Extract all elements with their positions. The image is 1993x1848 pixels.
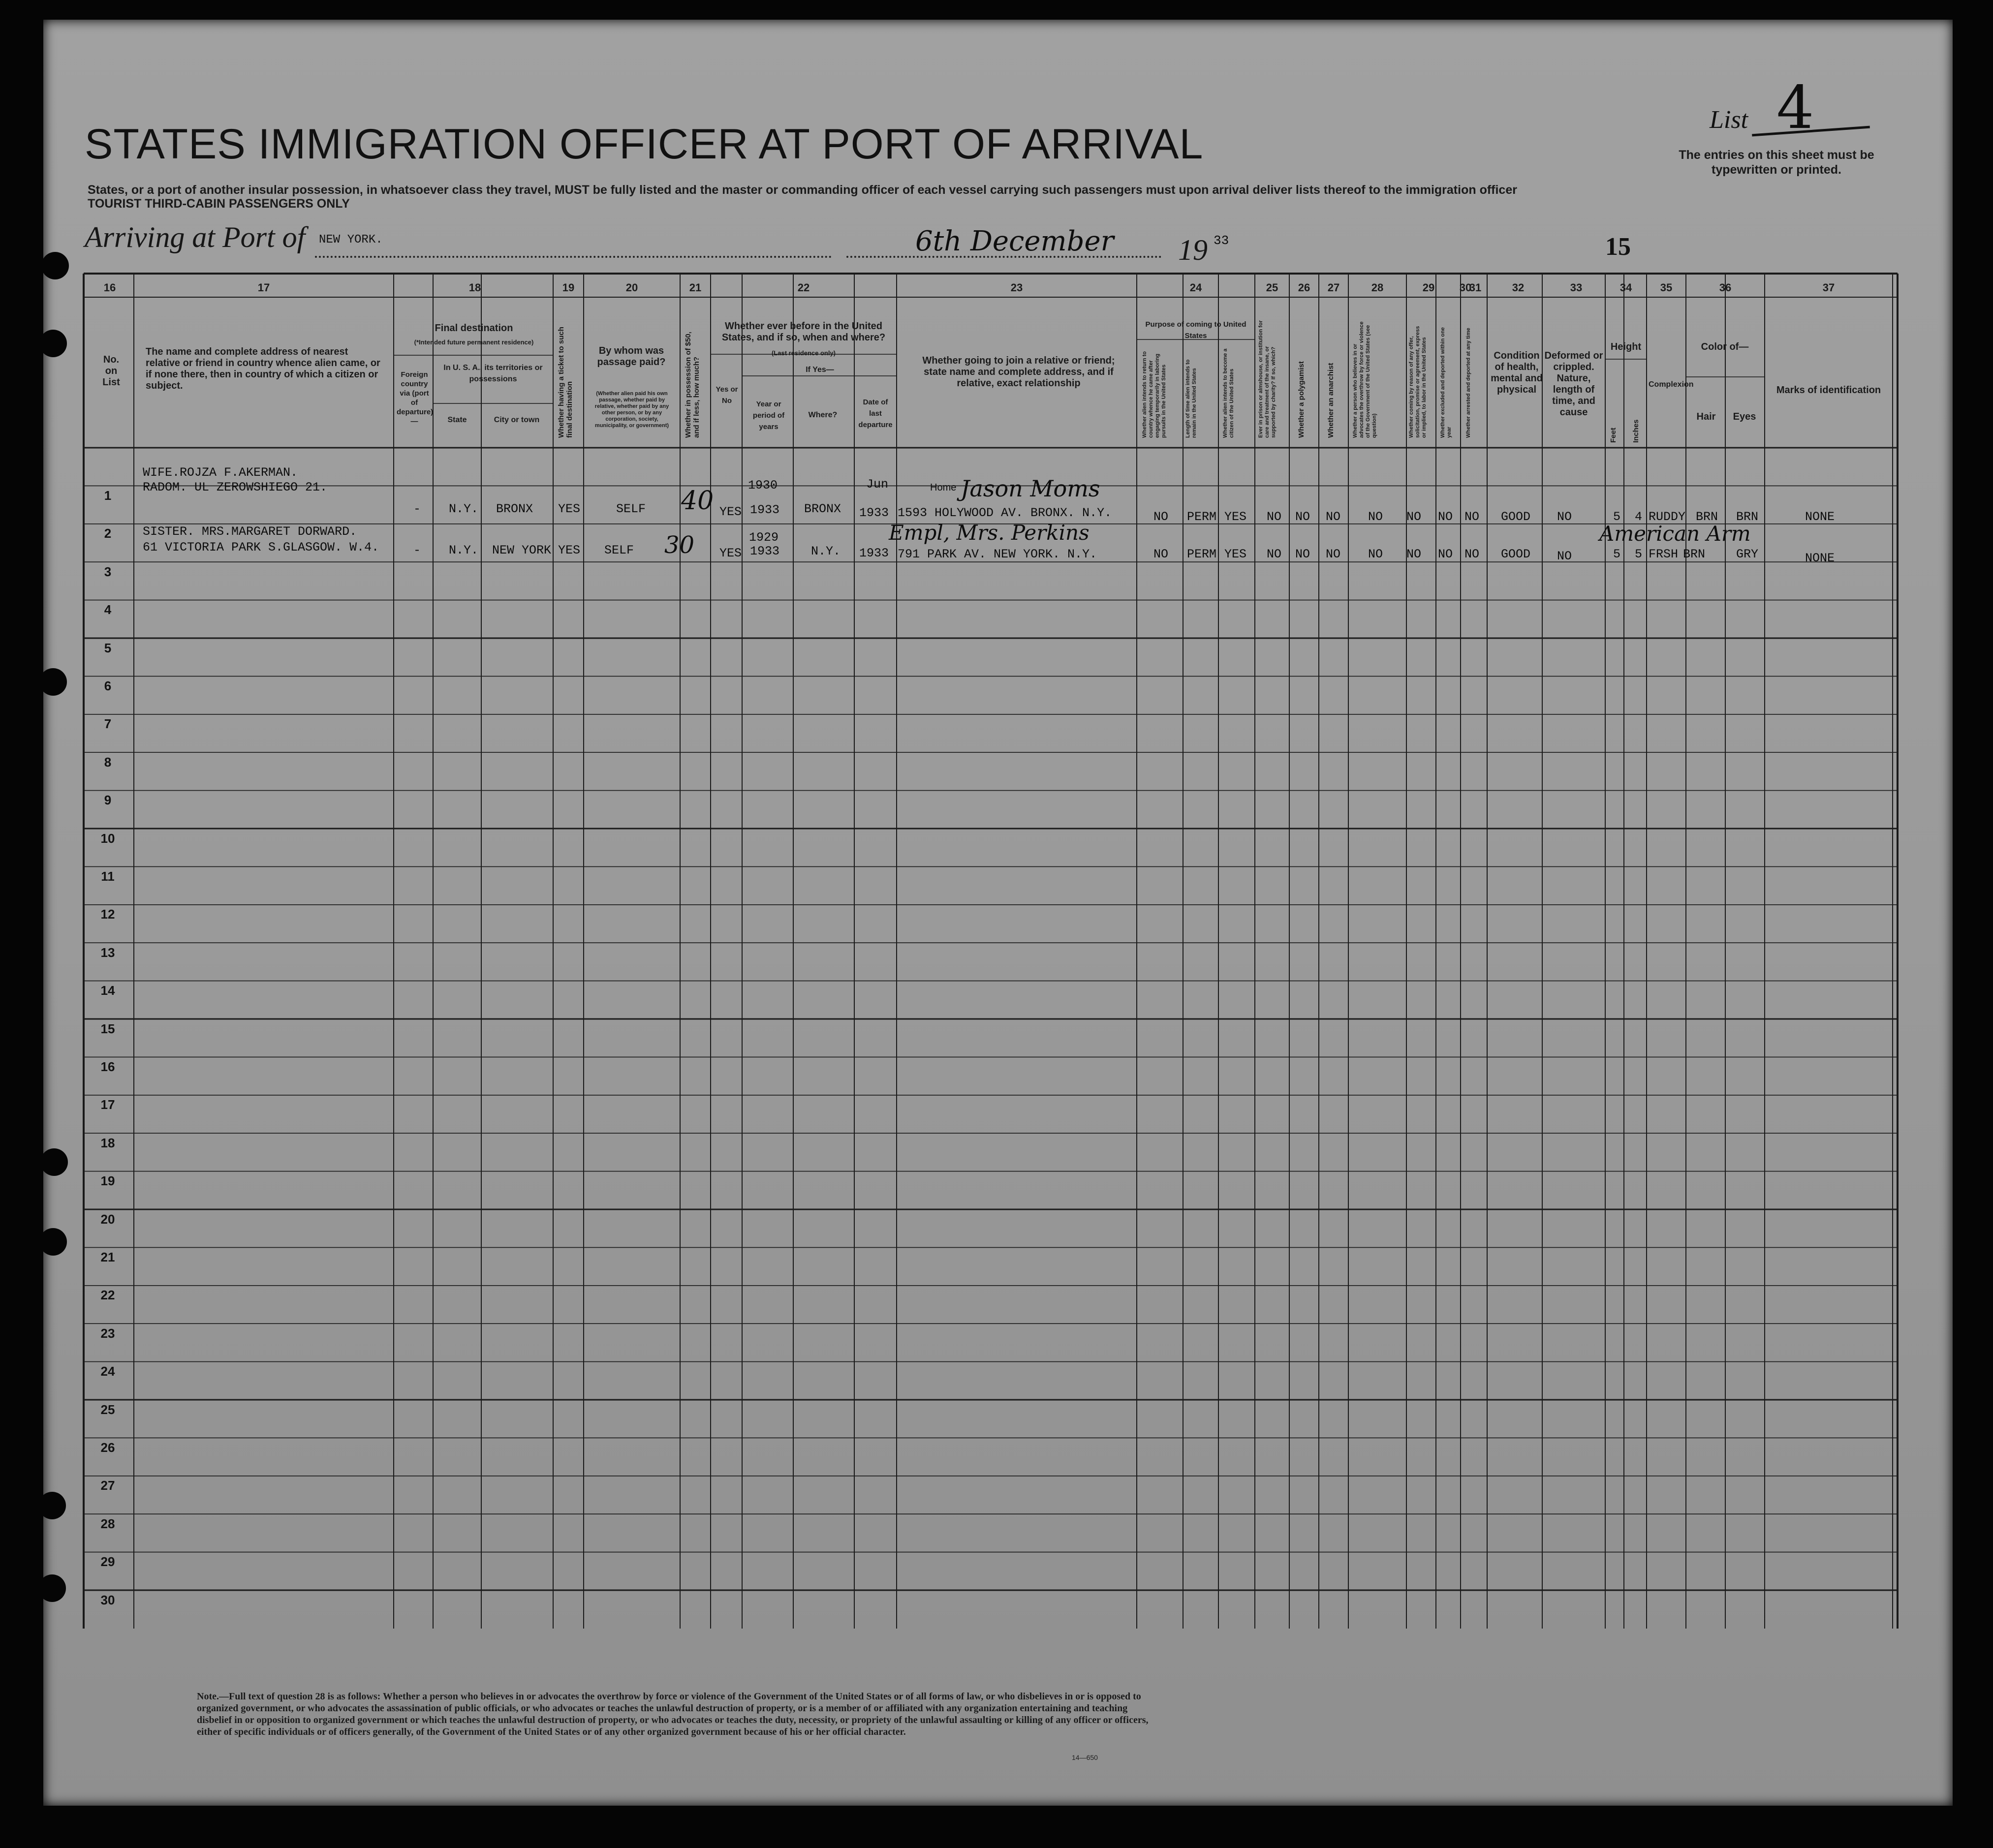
- row1-deported: NO: [1464, 510, 1480, 524]
- col-num-31: 31: [1469, 281, 1482, 294]
- row2-city: NEW YORK: [492, 543, 552, 557]
- page-title: STATES IMMIGRATION OFFICER AT PORT OF ARRIVAL: [85, 121, 1204, 168]
- hdr-years: Year or period of years: [752, 400, 785, 431]
- row-number: 19: [100, 1173, 115, 1189]
- row1-inches: 4: [1635, 510, 1643, 524]
- col-num-34: 34: [1619, 281, 1632, 294]
- hdr-last-departure: Date of last departure: [858, 398, 893, 429]
- row2-before-us: YES: [719, 546, 742, 560]
- row2-labor-offer: NO: [1406, 547, 1422, 561]
- hdr-complexion: Complexion: [1649, 380, 1694, 389]
- hdr-health: Condition of health, mental and physical: [1491, 350, 1543, 395]
- subtitle-line-2: TOURIST THIRD-CABIN PASSENGERS ONLY: [88, 197, 350, 211]
- col-num-35: 35: [1660, 281, 1673, 294]
- port-value: NEW YORK.: [319, 233, 383, 246]
- row2-where: N.Y.: [811, 544, 841, 558]
- row-number: 3: [104, 564, 112, 579]
- hdr-anarchist: Whether an anarchist: [1327, 363, 1335, 438]
- row2-state: N.Y.: [449, 543, 479, 557]
- col-num-18: 18: [468, 281, 481, 294]
- row-number: 27: [100, 1478, 115, 1493]
- year-prefix: 19: [1178, 234, 1208, 266]
- sheet-number: 15: [1605, 233, 1631, 261]
- row2-years-top: 1929: [749, 530, 779, 545]
- col-num-26: 26: [1298, 281, 1310, 294]
- row-number: 17: [100, 1097, 115, 1112]
- row2-return-country: NO: [1153, 547, 1169, 561]
- hdr-eyes: Eyes: [1733, 411, 1756, 422]
- row1-feet: 5: [1613, 510, 1621, 524]
- hdr-join-relative: Whether going to join a relative or friend; state name and complete address, and if relative, exact relationship: [922, 355, 1115, 389]
- row-number: 23: [100, 1325, 115, 1341]
- hdr-inches: Inches: [1632, 419, 1640, 443]
- hdr-height: Height: [1610, 341, 1642, 352]
- row-number: 5: [104, 640, 112, 655]
- hdr-foreign-country: Foreign country via (port of departure)—: [397, 370, 434, 426]
- row2-paid-by: SELF: [604, 543, 634, 557]
- hdr-marks: Marks of identification: [1776, 385, 1881, 396]
- row-number: 13: [100, 945, 115, 960]
- row-number: 30: [100, 1592, 115, 1607]
- hdr-paid-by: By whom was passage paid?: [597, 345, 666, 368]
- hdr-in-usa: In U. S. A., its territories or possessions: [443, 364, 543, 383]
- row2-join-address: 791 PARK AV. NEW YORK. N.Y.: [898, 547, 1097, 561]
- hdr-no-on-list: No. on List: [102, 354, 120, 388]
- row-number: 4: [104, 602, 112, 617]
- row1-years-top: 1930: [748, 478, 778, 493]
- row-number: 18: [100, 1135, 115, 1150]
- row1-join-address: 1593 HOLYWOOD AV. BRONX. N.Y.: [898, 506, 1112, 520]
- row-number: 22: [100, 1288, 115, 1303]
- hdr-where: Where?: [808, 411, 838, 419]
- row1-labor-offer: NO: [1406, 510, 1422, 524]
- hdr-city: City or town: [494, 416, 540, 424]
- hdr-state: State: [447, 416, 467, 424]
- hdr-final-destination: Final destination: [435, 323, 513, 334]
- col-num-21: 21: [689, 281, 702, 294]
- row2-hair: BRN: [1683, 547, 1706, 561]
- row1-deformed: NO: [1557, 510, 1572, 524]
- hdr-final-destination-note: (*Intended future permanent residence): [414, 339, 534, 346]
- row1-marks: NONE: [1805, 510, 1835, 524]
- row2-health: GOOD: [1501, 547, 1531, 561]
- row-number: 16: [100, 1059, 115, 1074]
- row2-relative-line2: 61 VICTORIA PARK S.GLASGOW. W.4.: [143, 540, 379, 554]
- row1-years-bottom: 1933: [750, 503, 780, 517]
- row-number: 25: [100, 1402, 115, 1417]
- row1-departure-top: Jun: [866, 477, 889, 492]
- hdr-feet: Feet: [1609, 428, 1618, 443]
- col-num-20: 20: [625, 281, 638, 294]
- row-number: 20: [100, 1211, 115, 1227]
- row1-money: 40: [681, 486, 714, 516]
- row-number: 2: [104, 526, 112, 541]
- row2-overthrow: NO: [1368, 547, 1383, 561]
- row2-feet: 5: [1613, 547, 1621, 561]
- row1-city: BRONX: [496, 502, 533, 516]
- row2-marks: NONE: [1805, 551, 1835, 565]
- year-suffix: 33: [1214, 233, 1229, 248]
- col-num-23: 23: [1010, 281, 1023, 294]
- row2-become-citizen: YES: [1224, 547, 1247, 561]
- hdr-money: Whether in possession of $50, and if less, how much?: [684, 332, 701, 438]
- row1-prison: NO: [1267, 510, 1282, 524]
- col-num-16: 16: [103, 281, 116, 294]
- hdr-purpose-citizen: Whether alien intends to become a citizen of the United States: [1222, 348, 1235, 438]
- row1-relative-line1: WIFE.ROJZA F.AKERMAN.: [143, 465, 298, 480]
- hdr-yes-no: Yes or No: [716, 385, 738, 405]
- row-number: 1: [104, 488, 112, 503]
- row1-join-prefix: Home: [930, 482, 957, 493]
- row-number: 8: [104, 754, 112, 770]
- row2-margin-note: American Arm: [1599, 522, 1751, 546]
- row2-inches: 5: [1635, 547, 1643, 561]
- hdr-before-us: Whether ever before in the United States, and if so, when and where?: [721, 321, 886, 343]
- hdr-purpose-return: Whether alien intends to return to country whence he came after engaging temporarily in laboring pursuits in the United States: [1142, 351, 1167, 438]
- hdr-purpose-length: Length of time alien intends to remain in the United States: [1185, 359, 1197, 438]
- col-num-27: 27: [1327, 281, 1340, 294]
- hdr-overthrow: Whether a person who believes in or advocates the overthrow by force or violence of the Government of the United States (see question): [1352, 321, 1377, 438]
- row-number: 15: [100, 1021, 115, 1036]
- date-handwritten: 6th December: [915, 225, 1114, 257]
- row2-deported: NO: [1464, 547, 1480, 561]
- row1-before-us: YES: [719, 505, 742, 519]
- row2-polygamist: NO: [1295, 547, 1310, 561]
- hdr-ticket: Whether having a ticket to such final destination: [557, 327, 574, 438]
- row-number: 6: [104, 678, 112, 693]
- hdr-polygamist: Whether a polygamist: [1297, 361, 1306, 438]
- row2-years-bottom: 1933: [750, 544, 780, 558]
- row2-relative-line1: SISTER. MRS.MARGARET DORWARD.: [143, 524, 357, 539]
- subtitle-line-1: States, or a port of another insular possession, in whatsoever class they travel, MUST be fully listed and the master or commanding officer of each vessel carrying such passengers must upon arrival deliver lists thereof to the immigration officer: [88, 183, 1517, 197]
- row1-anarchist: NO: [1326, 510, 1341, 524]
- hdr-deported: Whether arrested and deported at any time: [1465, 328, 1471, 438]
- row1-return-country: NO: [1153, 510, 1169, 524]
- row1-ticket: YES: [558, 502, 581, 516]
- hdr-color-of: Color of—: [1701, 341, 1749, 352]
- hdr-deformed: Deformed or crippled. Nature, length of time, and cause: [1544, 350, 1603, 418]
- row2-length-stay: PERM: [1187, 547, 1217, 561]
- row-number: 7: [104, 716, 112, 732]
- row1-foreign-country: -: [413, 502, 421, 516]
- row1-departure-bottom: 1933: [859, 506, 889, 520]
- hdr-before-us-note: (Last residence only): [771, 349, 836, 357]
- row-number: 12: [100, 907, 115, 922]
- row-number: 11: [101, 869, 115, 884]
- col-num-29: 29: [1422, 281, 1435, 294]
- col-num-37: 37: [1822, 281, 1835, 294]
- row-number: 26: [100, 1440, 115, 1455]
- row2-money: 30: [664, 531, 695, 559]
- hdr-labor-offer: Whether coming by reason of any offer, solicitation, promise or agreement, express or implied, to labor in the United States: [1408, 326, 1427, 438]
- col-num-32: 32: [1512, 281, 1525, 294]
- row-number: 21: [100, 1250, 115, 1264]
- row1-overthrow: NO: [1368, 510, 1383, 524]
- row2-complexion: FRSH: [1649, 547, 1679, 561]
- hdr-if-yes: If Yes—: [806, 366, 834, 374]
- row1-become-citizen: YES: [1224, 510, 1247, 524]
- hdr-paid-by-note: (Whether alien paid his own passage, whether paid by relative, whether paid by any other person, or by any corporation, society, municipality, or government): [594, 391, 669, 429]
- row1-join-handwritten: Jason Moms: [961, 475, 1100, 502]
- row1-polygamist: NO: [1295, 510, 1310, 524]
- entries-note: The entries on this sheet must be typewritten or printed.: [1679, 148, 1874, 177]
- footnote-question-28: Note.—Full text of question 28 is as follows: Whether a person who believes in or advocates the overthrow by force or violence of the Government of the United States or of all forms of law, or who disbelieves in or is opposed to organized government, or who advocates the assassination of public officials, or who advocates or teaches the unlawful destruction of property, or is a member of or affiliated with any organization entertaining and teaching disbelief in or opposition to organized government or which teaches the unlawful destruction of property, or who advocates or teaches the duty, necessity, or propriety of the unlawful assaulting or killing of any officer or officers, either of specific individuals or of officers generally, of the Government of the United States or of any other organized government because of his or her official character.: [197, 1691, 1149, 1737]
- col-num-33: 33: [1570, 281, 1583, 294]
- list-label: List: [1710, 106, 1748, 134]
- col-num-17: 17: [257, 281, 270, 294]
- hdr-purpose: Purpose of coming to United States: [1145, 320, 1246, 340]
- hdr-nearest-relative: The name and complete address of nearest relative or friend in country whence alien came, or if none there, then in country of which a citizen or subject.: [146, 346, 380, 391]
- row2-join-handwritten: Empl, Mrs. Perkins: [889, 521, 1090, 545]
- col-num-25: 25: [1266, 281, 1278, 294]
- row1-paid-by: SELF: [616, 502, 646, 516]
- row1-eyes: BRN: [1736, 510, 1759, 524]
- row-number: 29: [100, 1554, 115, 1570]
- hdr-prison: Ever in prison or almshouse, or institution for care and treatment of the insane, or supported by charity? If so, which?: [1258, 320, 1277, 438]
- row2-deformed: NO: [1557, 549, 1572, 563]
- col-num-22: 22: [797, 281, 810, 294]
- form-number: 14—650: [1072, 1754, 1098, 1761]
- list-number: 4: [1776, 74, 1814, 142]
- row2-excluded: NO: [1438, 547, 1453, 561]
- row2-ticket: YES: [558, 543, 581, 557]
- col-num-36: 36: [1719, 281, 1732, 294]
- row2-departure-bottom: 1933: [859, 546, 889, 560]
- row1-relative-line2: RADOM. UL ZEROWSHIEGO 21.: [143, 480, 328, 494]
- row-number: 14: [100, 983, 115, 998]
- row-number: 10: [100, 831, 115, 846]
- row1-where: BRONX: [804, 502, 841, 516]
- col-num-30: 30: [1459, 281, 1472, 294]
- row1-excluded: NO: [1438, 510, 1453, 524]
- hdr-excluded: Whether excluded and deported within one year: [1440, 327, 1452, 438]
- row1-complexion: RUDDY: [1649, 510, 1686, 524]
- col-num-24: 24: [1189, 281, 1202, 294]
- col-num-19: 19: [562, 281, 575, 294]
- hdr-hair: Hair: [1696, 411, 1716, 422]
- row2-foreign-country: -: [413, 543, 421, 557]
- row2-anarchist: NO: [1326, 547, 1341, 561]
- arriving-label: Arriving at Port of: [85, 221, 306, 253]
- row-number: 28: [100, 1516, 115, 1531]
- row1-length-stay: PERM: [1187, 510, 1217, 524]
- row2-prison: NO: [1267, 547, 1282, 561]
- row2-eyes: GRY: [1736, 547, 1759, 561]
- row1-state: N.Y.: [449, 502, 479, 516]
- col-num-28: 28: [1371, 281, 1384, 294]
- row1-health: GOOD: [1501, 510, 1531, 524]
- row-number: 24: [100, 1364, 115, 1379]
- row-number: 9: [104, 793, 112, 808]
- row1-hair: BRN: [1696, 510, 1718, 524]
